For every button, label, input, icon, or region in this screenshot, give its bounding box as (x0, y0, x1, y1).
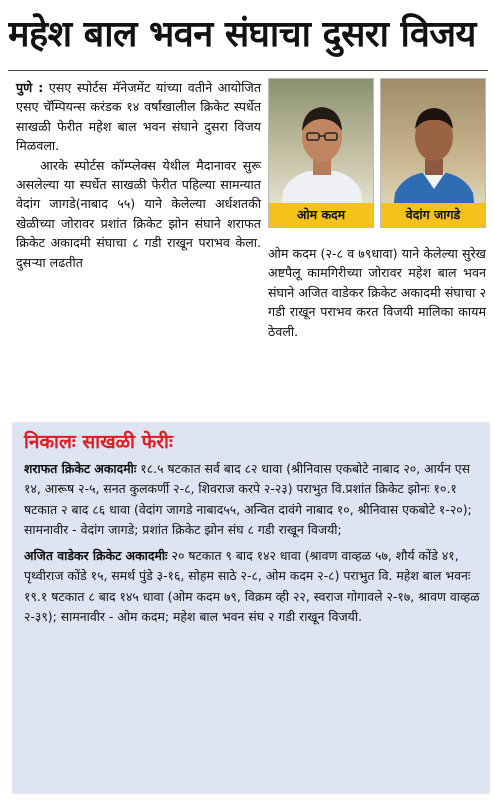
match-summary: २० षटकात ९ बाद १४२ धावा (श्रावण वाव्हळ ५७, शौर्य कोंडे ४१, पृथ्वीराज कोंडे १५, समर्थ पुंडे ३-१६, सोहम साठे २-८, ओम कदम २-८) पराभुत वि. महेश बाल भवनः १९.१ षटकात ८ बाद १४५ धावा (ओम कदम ७९, विक्रम व्ही २२, स्वराज गोगावले २-१७, श्रावण वाव्हळ २-३९); सामनावीर - ओम कदम; महेश बाल भवन संघ २ गडी राखून विजयी. (24, 548, 480, 625)
article-body (16, 78, 261, 272)
headline-rule (8, 70, 488, 71)
match-result-1 (24, 459, 480, 540)
article-paragraph-2: आरके स्पोर्टस कॉम्प्लेक्स येथील मैदानावर सुरू असलेल्या या स्पर्धेत साखळी फेरीत पहिल्या सामन्यात वेदांग जागडे(नाबाद ५५) याने केलेल्या अर्धशतकी खेळीच्या जोरावर प्रशांत क्रिकेट झोन संघाने शराफत क्रिकेट अकादमी संघाचा ८ गडी राखून पराभव केला. दुसऱ्या लढतीत (16, 157, 261, 270)
player-photo-om-kadam (268, 78, 374, 228)
team-name: शराफत क्रिकेट अकादमीः (24, 461, 137, 476)
player-photo-vedang-jagade (380, 78, 486, 228)
match-result-2 (24, 546, 480, 627)
article-paragraph-1 (16, 78, 261, 156)
article-paragraph-1-text: एसए स्पोर्टस मॅनेजमेंट यांच्या वतीने आयोजित एसए चॅम्पियन्स करंडक १४ वर्षांखालील क्रिकेट स्पर्धेत साखळी फेरीत महेश बाल भवन संघाने दुसरा विजय मिळवला. (16, 80, 261, 154)
results-title: निकालः साखळी फेरीः (24, 431, 173, 453)
results-box (12, 422, 490, 794)
photo-caption: वेदांग जागडे (381, 203, 485, 227)
article-paragraph-3: ओम कदम (२-८ व ७९धावा) याने केलेल्या सुरेख अष्टपैलू कामगिरीच्या जोरावर महेश बाल भवन संघाने अजित वाडेकर क्रिकेट अकादमी संघाचा २ गडी राखून पराभव करत विजयी मालिका कायम ठेवली. (268, 246, 486, 339)
player-photos (268, 78, 486, 228)
photo-caption: ओम कदम (269, 203, 373, 227)
team-name: अजित वाडेकर क्रिकेट अकादमीः (24, 548, 168, 564)
headline: महेश बाल भवन संघाचा दुसरा विजय (8, 14, 476, 55)
dateline: पुणे : (16, 80, 44, 95)
match-summary: १८.५ षटकात सर्व बाद ८२ धावा (श्रीनिवास एकबोटे नाबाद २०, आर्यन एस १४, आरूष २-५, सनत कुलकर्णी २-८, शिवराज करपे २-२३) पराभुत वि.प्रशांत क्रिकेट झोनः १०.१ षटकात २ बाद ८६ धावा (वेदांग जागडे नाबाद५५, अन्वित दावंगे नाबाद १०, श्रीनिवास एकबोटे १-२०); सामनावीर - वेदांग जागडे; प्रशांत क्रिकेट झोन संघ ८ गडी राखून विजयी; (24, 461, 472, 537)
